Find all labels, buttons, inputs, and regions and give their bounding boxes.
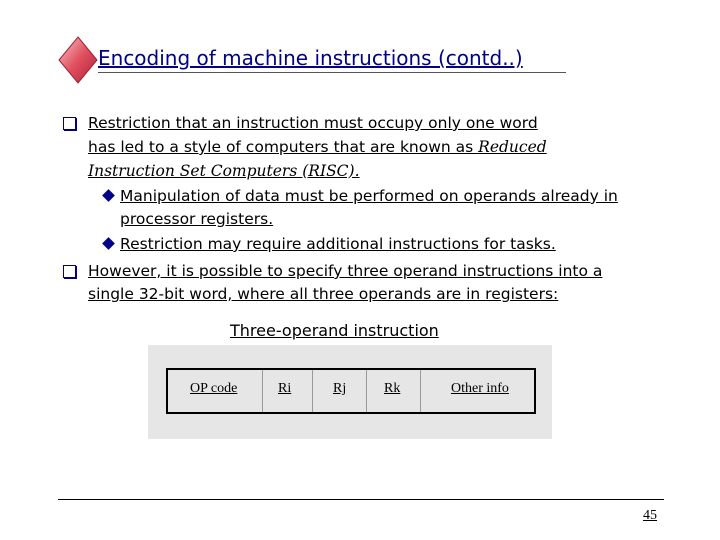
field-other-info: Other info [451,381,509,396]
bullet-1-line-2-italic: Reduced [478,138,547,156]
field-divider [420,370,421,412]
bullet-1-line-2 [88,137,547,157]
page-number: 45 [643,508,657,523]
subbullet-1-line-1: Manipulation of data must be performed on operands already in [120,187,618,205]
footer-divider [58,499,664,500]
bullet-1-line-1: Restriction that an instruction must occupy only one word [88,114,538,132]
subbullet-1-line-2: processor registers. [120,210,274,228]
bullet-1-line-3 [88,161,360,181]
field-rk: Rk [384,381,401,396]
title-divider [98,72,566,73]
field-divider [312,370,313,412]
slide-title: Encoding of machine instructions (contd..) [98,46,523,70]
bullet-1-line-2-text: has led to a style of computers that are known as [88,138,479,156]
field-ri: Ri [278,381,292,396]
bullet-2-line-2: single 32-bit word, where all three operands are in registers: [88,285,559,303]
diamond-bullet-icon [102,237,115,250]
field-divider [366,370,367,412]
field-rj: Rj [333,381,347,396]
bullet-1-line-3-italic: Instruction Set Computers (RISC). [88,162,360,180]
bullet-2-line-1: However, it is possible to specify three operand instructions into a [88,262,603,280]
square-bullet-icon [63,117,76,130]
field-divider [262,370,263,412]
diagram-caption: Three-operand instruction [230,321,439,340]
square-bullet-icon [63,265,76,278]
diamond-bullet-icon [102,189,115,202]
field-opcode: OP code [190,381,238,396]
diamond-logo-icon [58,36,98,84]
subbullet-2-line-1: Restriction may require additional instructions for tasks. [120,235,556,253]
